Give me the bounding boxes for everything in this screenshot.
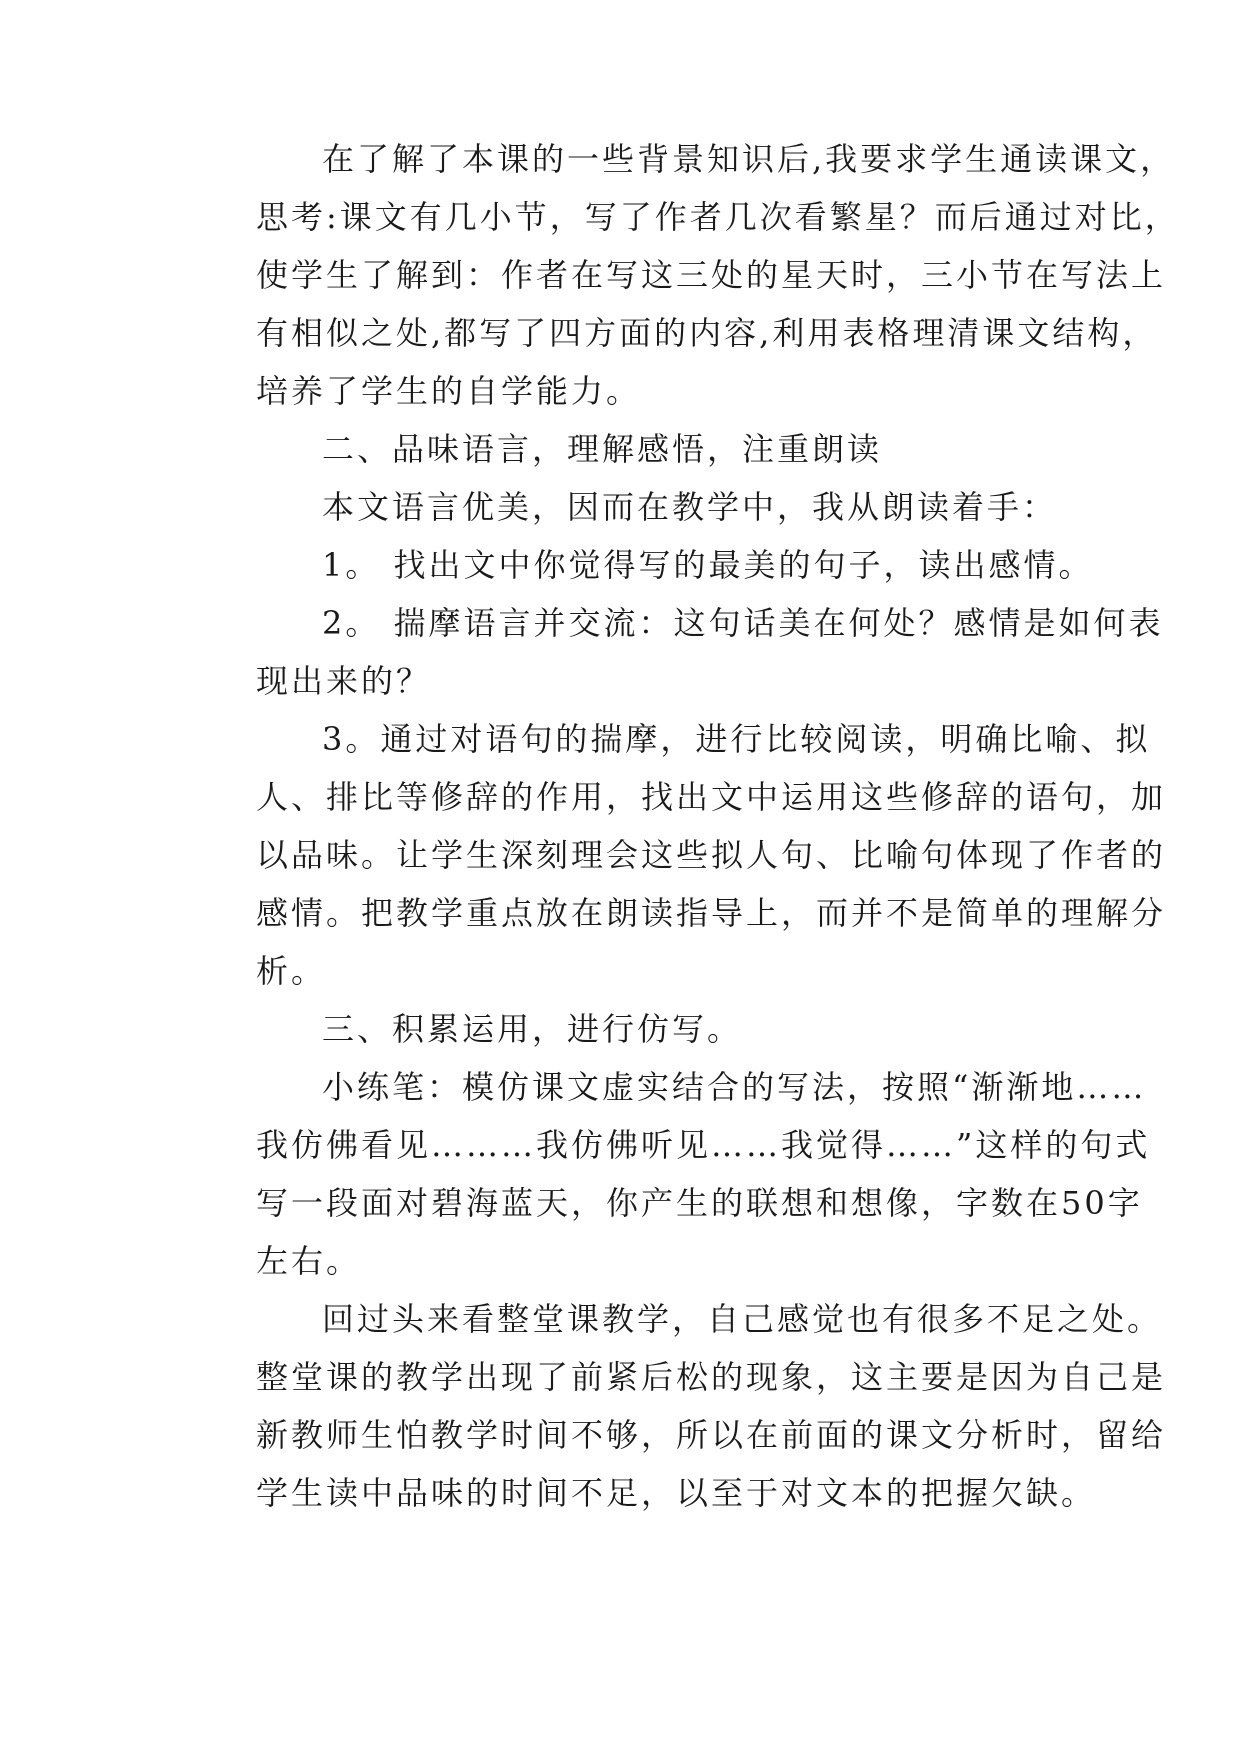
text-line: 回过头来看整堂课教学，自己感觉也有很多不足之处。 xyxy=(322,1300,1163,1338)
text-line: 有相似之处,都写了四方面的内容,利用表格理清课文结构， xyxy=(256,314,1158,352)
text-line: 在了解了本课的一些背景知识后,我要求学生通读课文， xyxy=(322,140,1176,178)
document-body xyxy=(190,130,1180,1522)
text-line: 左右。 xyxy=(256,1242,362,1280)
text-line: 二、品味语言，理解感悟，注重朗读 xyxy=(322,430,883,468)
list-item xyxy=(190,710,1167,1000)
text-line: 感情。把教学重点放在朗读指导上，而并不是简单的理解分 xyxy=(256,894,1167,932)
text-line: 析。 xyxy=(256,952,327,990)
text-line: 现出来的？ xyxy=(256,662,432,700)
text-line: 3。通过对语句的揣摩，进行比较阅读，明确比喻、拟 xyxy=(322,720,1151,758)
text-line: 整堂课的教学出现了前紧后松的现象，这主要是因为自己是 xyxy=(256,1358,1167,1396)
text-line: 写一段面对碧海蓝天，你产生的联想和想像，字数在50字 xyxy=(256,1184,1143,1222)
text-line: 1。 找出文中你觉得写的最美的句子，读出感情。 xyxy=(322,546,1094,584)
paragraph xyxy=(190,1058,1151,1290)
text-line: 三、积累运用，进行仿写。 xyxy=(322,1010,743,1048)
paragraph xyxy=(190,1290,1167,1522)
text-line: 2。 揣摩语言并交流：这句话美在何处？感情是如何表 xyxy=(322,604,1164,642)
text-line: 人、排比等修辞的作用，找出文中运用这些修辞的语句，加 xyxy=(256,778,1167,816)
text-line: 以品味。让学生深刻理会这些拟人句、比喻句体现了作者的 xyxy=(256,836,1167,874)
list-item xyxy=(190,536,1094,594)
text-line: 小练笔：模仿课文虚实结合的写法，按照“渐渐地…… xyxy=(322,1068,1147,1106)
text-line: 思考:课文有几小节，写了作者几次看繁星？而后通过对比， xyxy=(256,198,1180,236)
section-heading xyxy=(190,420,1080,478)
text-line: 使学生了解到：作者在写这三处的星天时，三小节在写法上 xyxy=(256,256,1167,294)
paragraph xyxy=(190,130,1180,420)
text-line: 我仿佛看见………我仿佛听见……我觉得……”这样的句式 xyxy=(256,1126,1151,1164)
text-line: 学生读中品味的时间不足，以至于对文本的把握欠缺。 xyxy=(256,1474,1097,1512)
paragraph xyxy=(190,478,1080,536)
list-item xyxy=(190,594,1164,710)
text-line: 本文语言优美，因而在教学中，我从朗读着手： xyxy=(322,488,1058,526)
section-heading xyxy=(190,1000,1080,1058)
text-line: 新教师生怕教学时间不够，所以在前面的课文分析时，留给 xyxy=(256,1416,1167,1454)
text-line: 培养了学生的自学能力。 xyxy=(256,372,642,410)
